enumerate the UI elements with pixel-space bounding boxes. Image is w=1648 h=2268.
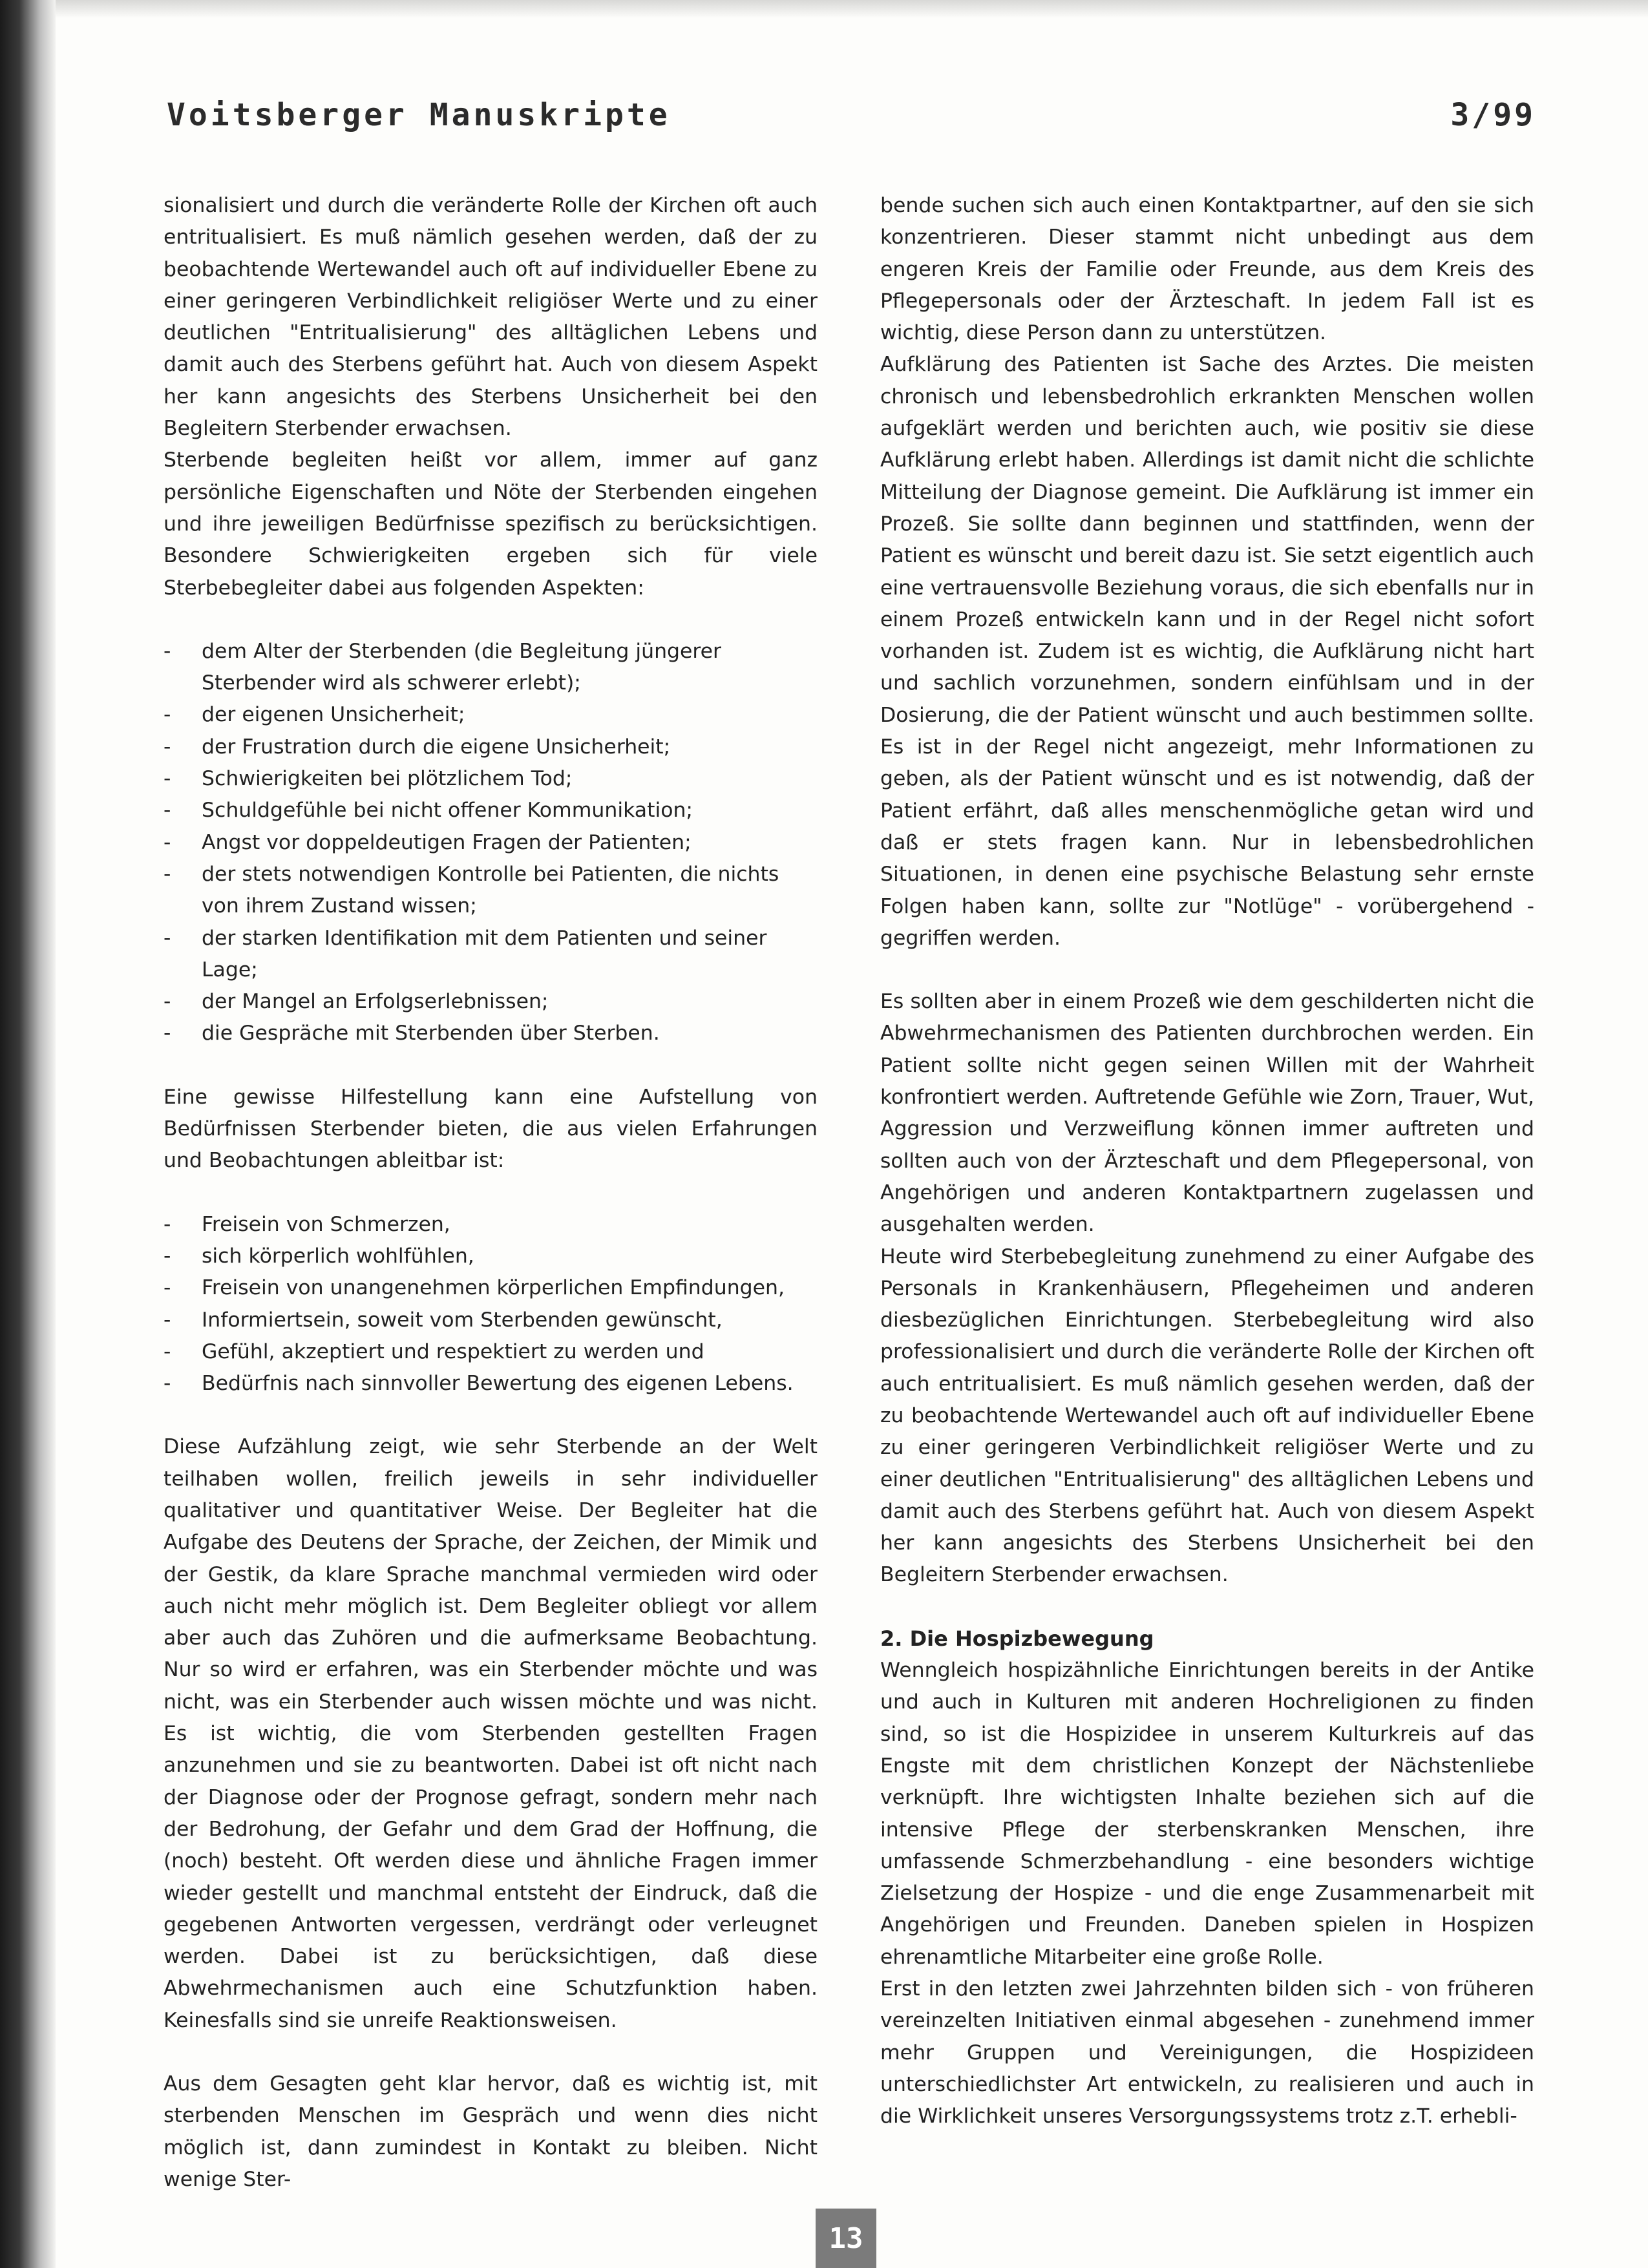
list-item: - Freisein von unangenehmen körperlichen Empfindungen,	[164, 1272, 818, 1304]
list-item: - der Mangel an Erfolgserlebnissen;	[164, 986, 818, 1018]
list-item: - der stets notwendigen Kontrolle bei Patienten, die nichts von ihrem Zustand wissen;	[164, 859, 818, 923]
list-item: - dem Alter der Sterbenden (die Begleitung jüngerer Sterbender wird als schwerer erlebt);	[164, 636, 818, 700]
list-item: - sich körperlich wohlfühlen,	[164, 1241, 818, 1272]
paragraph-spacer	[164, 1050, 818, 1082]
journal-title: Voitsberger Manuskripte	[167, 97, 671, 133]
list-item: - Schuldgefühle bei nicht offener Kommunikation;	[164, 795, 818, 826]
list-item: - der eigenen Unsicherheit;	[164, 699, 818, 731]
list-item: - Informiertsein, soweit vom Sterbenden gewünscht,	[164, 1305, 818, 1336]
paragraph-spacer	[164, 1177, 818, 1209]
left-column	[164, 190, 818, 2196]
paragraph: Es sollten aber in einem Prozeß wie dem geschilderten nicht die Abwehrmechanismen des Patienten durchbrochen werden. Ein Patient sollte nicht gegen seinen Willen mit der Wahrheit konfrontiert werden. Auftretende Gefühle wie Zorn, Trauer, Wut, Aggression und Verzweiflung können immer auftreten und sollten auch von der Ärzteschaft und dem Pflegepersonal, von Angehörigen und anderen Kontaktpartnern zugelassen und ausgehalten werden.	[880, 990, 1534, 1237]
paragraph: Aufklärung des Patienten ist Sache des Arztes. Die meisten chronisch und lebensbedrohlich erkrankten Menschen wollen aufgeklärt werden und berichten auch, wie positiv sie diese Aufklärung erlebt haben. Allerdings ist damit nicht die schlichte Mitteilung der Diagnose gemeint. Die Aufklärung ist immer ein Prozeß. Sie sollte dann beginnen und stattfinden, wenn der Patient es wünscht und bereit dazu ist. Sie setzt eigentlich auch eine vertrauensvolle Beziehung voraus, die sich ebenfalls nur in einem Prozeß entwickeln kann und in der Regel nicht sofort vorhanden ist. Zudem ist es wichtig, die Aufklärung nicht hart und sachlich vorzunehmen, sondern einfühlsam und in der Dosierung, die der Patient wünscht und auch bestimmen sollte. Es ist in der Regel nicht angezeigt, mehr Informationen zu geben, als der Patient wünscht und es ist notwendig, daß der Patient erfährt, daß alles menschenmögliche getan wird und daß er stets fragen kann. Nur in lebensbedrohlichen Situationen, in denen eine psychische Belastung sehr ernste Folgen haben kann, sollte zur "Notlüge" - vorübergehend - gegriffen werden.	[880, 353, 1534, 950]
list-item: - Gefühl, akzeptiert und respektiert zu werden und	[164, 1336, 818, 1368]
paragraph: Sterbende begleiten heißt vor allem, immer auf ganz persönliche Eigenschaften und Nöte der Sterbenden eingehen und ihre jeweiligen Bedürfnisse spezifisch zu berücksichtigen. Besondere Schwierigkeiten ergeben sich für viele Sterbebegleiter dabei aus folgenden Aspekten:	[164, 448, 818, 600]
right-column	[880, 190, 1534, 2133]
list-item: - der Frustration durch die eigene Unsicherheit;	[164, 731, 818, 763]
paragraph-spacer	[164, 1400, 818, 1431]
paragraph: Erst in den letzten zwei Jahrzehnten bilden sich - von früheren vereinzelten Initiativen einmal abgesehen - zunehmend immer mehr Gruppen und Vereinigungen, die Hospizideen unterschiedlichster Art entwickeln, zu realisieren und auch in die Wirklichkeit unseres Versorgungssystems trotz z.T. erhebli-	[880, 1977, 1534, 2128]
paragraph-spacer	[880, 954, 1534, 986]
list-item: - Freisein von Schmerzen,	[164, 1209, 818, 1241]
paragraph: bende suchen sich auch einen Kontaktpartner, auf den sie sich konzentrieren. Dieser stammt nicht unbedingt aus dem engeren Kreis der Familie oder Freunde, aus dem Kreis des Pflegepersonals oder der Ärzteschaft. In jedem Fall ist es wichtig, diese Person dann zu unterstützen.	[880, 194, 1534, 345]
paragraph-spacer	[164, 604, 818, 636]
list-item: - Angst vor doppeldeutigen Fragen der Patienten;	[164, 827, 818, 859]
list-item: - die Gespräche mit Sterbenden über Sterben.	[164, 1018, 818, 1049]
paragraph: Eine gewisse Hilfestellung kann eine Aufstellung von Bedürfnissen Sterbender bieten, die aus vielen Erfahrungen und Beobachtungen ableitbar ist:	[164, 1085, 818, 1173]
paragraph-spacer	[880, 1591, 1534, 1623]
page-top-edge	[56, 0, 1648, 18]
book-binding-shadow	[0, 0, 56, 2268]
paragraph: Diese Aufzählung zeigt, wie sehr Sterbende an der Welt teilhaben wollen, freilich jeweils in sehr individueller qualitativer und quantitativer Weise. Der Begleiter hat die Aufgabe des Deutens der Sprache, der Zeichen, der Mimik und der Gestik, da klare Sprache manchmal vermieden wird oder auch nicht mehr möglich ist. Dem Begleiter obliegt vor allem aber auch das Zuhören und die aufmerksame Beobachtung. Nur so wird er erfahren, was ein Sterbender möchte und was nicht, was ein Sterbender auch wissen möchte und was nicht. Es ist wichtig, die vom Sterbenden gestellten Fragen anzunehmen und sie zu beantworten. Dabei ist oft nicht nach der Diagnose oder der Prognose gefragt, sondern mehr nach der Bedrohung, der Gefahr und dem Grad der Hoffnung, die (noch) besteht. Oft werden diese und ähnliche Fragen immer wieder gestellt und manchmal entsteht der Eindruck, daß die gegebenen Antworten vergessen, verdrängt oder verleugnet werden. Dabei ist zu berücksichtigen, daß diese Abwehrmechanismen auch eine Schutzfunktion haben. Keinesfalls sind sie unreife Reaktionsweisen.	[164, 1435, 818, 2032]
paragraph: Heute wird Sterbebegleitung zunehmend zu einer Aufgabe des Personals in Krankenhäusern, Pflegeheimen und anderen diesbezüglichen Einrichtungen. Sterbebegleitung wird also professionalisiert und durch die veränderte Rolle der Kirchen oft auch entritualisiert. Es muß nämlich gesehen werden, daß der zu beobachtende Wertewandel auch oft auf individueller Ebene zu einer geringeren Verbindlichkeit religiöser Werte und zu einer deutlichen "Entritualisierung" des alltäglichen Lebens und damit auch des Sterbens geführt hat. Auch von diesem Aspekt her kann angesichts des Sterbens Unsicherheit bei den Begleitern Sterbender erwachsen.	[880, 1244, 1534, 1587]
page-number: 13	[816, 2209, 876, 2268]
paragraph: sionalisiert und durch die veränderte Rolle der Kirchen oft auch entritualisiert. Es muß nämlich gesehen werden, daß der zu beobachtende Wertewandel auch oft auf individueller Ebene zu einer geringeren Verbindlichkeit religiöser Werte und zu einer deutlichen "Entritualisierung" des alltäglichen Lebens und damit auch des Sterbens geführt hat. Auch von diesem Aspekt her kann angesichts des Sterbens Unsicherheit bei den Begleitern Sterbender erwachsen.	[164, 194, 818, 441]
issue-number: 3/99	[1450, 97, 1536, 133]
list-item: - der starken Identifikation mit dem Patienten und seiner Lage;	[164, 923, 818, 987]
paragraph: Aus dem Gesagten geht klar hervor, daß es wichtig ist, mit sterbenden Menschen im Gespräch und wenn dies nicht möglich ist, dann zumindest in Kontakt zu bleiben. Nicht wenige Ster-	[164, 2072, 818, 2191]
difficulties-list	[164, 636, 818, 1050]
list-item: - Bedürfnis nach sinnvoller Bewertung des eigenen Lebens.	[164, 1368, 818, 1400]
section-heading: 2. Die Hospizbewegung	[880, 1626, 1154, 1651]
paragraph-spacer	[164, 2037, 818, 2068]
list-item: - Schwierigkeiten bei plötzlichem Tod;	[164, 763, 818, 795]
paragraph: Wenngleich hospizähnliche Einrichtungen bereits in der Antike und auch in Kulturen mit anderen Hochreligionen zu finden sind, so ist die Hospizidee in unserem Kulturkreis auf das Engste mit dem christlichen Konzept der Nächstenliebe verknüpft. Ihre wichtigsten Inhalte beziehen sich auf die intensive Pflege der sterbenskranken Menschen, ihre umfassende Schmerzbehandlung - eine besonders wichtige Zielsetzung der Hospize - und die enge Zusammenarbeit mit Angehörigen und Freunden. Daneben spielen in Hospizen ehrenamtliche Mitarbeiter eine große Rolle.	[880, 1659, 1534, 1969]
running-header	[167, 97, 1536, 149]
needs-list	[164, 1209, 818, 1400]
